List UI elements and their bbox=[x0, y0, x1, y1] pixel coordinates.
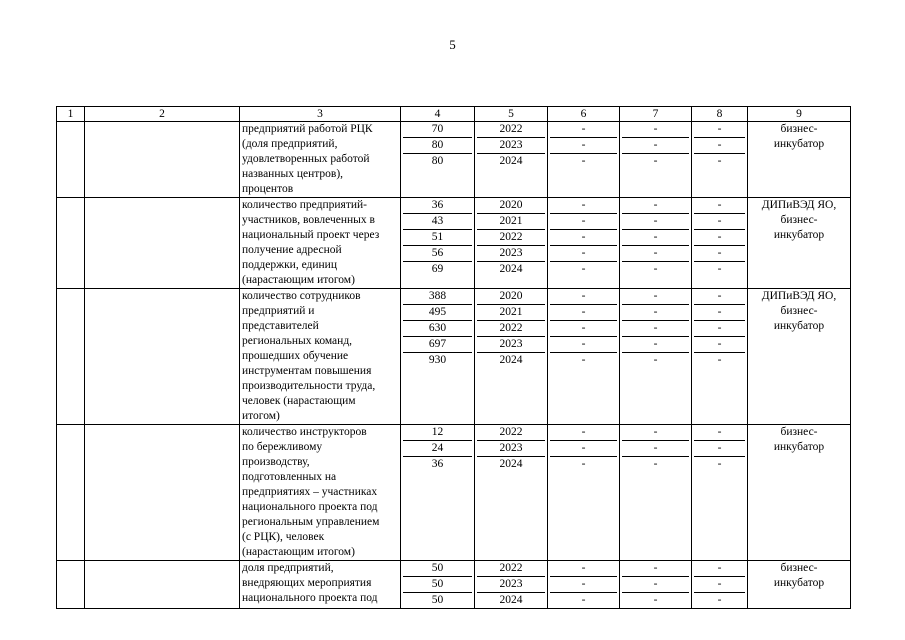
responsible-line: инкубатор bbox=[773, 138, 825, 150]
year-cell: 2024 bbox=[499, 263, 523, 275]
value-cell-group bbox=[401, 561, 475, 609]
dash-cell: - bbox=[581, 155, 586, 167]
dash-cell: - bbox=[694, 305, 745, 321]
dash-cell: - bbox=[622, 441, 689, 457]
dash-cell: - bbox=[550, 198, 617, 214]
indicator-line: национальный проект через bbox=[242, 229, 380, 241]
dash-cell: - bbox=[653, 594, 658, 606]
indicator-line: производству, bbox=[242, 456, 310, 468]
dash-cell: - bbox=[653, 263, 658, 275]
value-cell: 697 bbox=[403, 337, 472, 353]
indicator-cell bbox=[240, 122, 401, 198]
dash-cell: - bbox=[694, 230, 745, 246]
dash-cell: - bbox=[717, 263, 722, 275]
responsible-line: бизнес- bbox=[780, 214, 818, 226]
value-cell: 50 bbox=[403, 561, 472, 577]
table-row bbox=[57, 425, 851, 561]
dash-cell: - bbox=[550, 138, 617, 154]
indicator-line: подготовленных на bbox=[242, 471, 337, 483]
dash-cell-group bbox=[548, 122, 620, 198]
header-cell: 4 bbox=[401, 107, 475, 122]
dash-cell: - bbox=[622, 289, 689, 305]
year-cell: 2021 bbox=[477, 214, 545, 230]
dash-cell-group bbox=[692, 425, 748, 561]
empty-cell-col1 bbox=[57, 289, 85, 425]
dash-cell: - bbox=[581, 354, 586, 366]
year-cell: 2022 bbox=[477, 230, 545, 246]
value-cell-group bbox=[401, 289, 475, 425]
dash-cell: - bbox=[653, 155, 658, 167]
indicator-line: итогом) bbox=[242, 410, 280, 422]
empty-cell-col1 bbox=[57, 198, 85, 289]
dash-cell: - bbox=[694, 122, 745, 138]
dash-cell: - bbox=[622, 246, 689, 262]
value-cell: 630 bbox=[403, 321, 472, 337]
year-cell: 2022 bbox=[477, 561, 545, 577]
dash-cell: - bbox=[550, 214, 617, 230]
dash-cell: - bbox=[550, 577, 617, 593]
year-cell: 2023 bbox=[477, 441, 545, 457]
indicator-line: участников, вовлеченных в bbox=[242, 214, 375, 226]
indicator-line: доля предприятий, bbox=[242, 562, 334, 574]
indicator-line: внедряющих мероприятия bbox=[242, 577, 372, 589]
indicator-line: (нарастающим итогом) bbox=[242, 546, 355, 558]
responsible-line: ДИПиВЭД ЯО, bbox=[761, 199, 837, 211]
dash-cell: - bbox=[550, 441, 617, 457]
dash-cell-group bbox=[620, 289, 692, 425]
indicator-line: названных центров), bbox=[242, 168, 344, 180]
dash-cell: - bbox=[550, 289, 617, 305]
dash-cell: - bbox=[717, 155, 722, 167]
dash-cell: - bbox=[622, 198, 689, 214]
value-cell: 930 bbox=[428, 354, 447, 366]
value-cell-group bbox=[401, 425, 475, 561]
responsible-line: инкубатор bbox=[773, 320, 825, 332]
value-cell: 51 bbox=[403, 230, 472, 246]
table-row bbox=[57, 122, 851, 198]
empty-cell-col2 bbox=[85, 425, 240, 561]
year-cell: 2020 bbox=[477, 289, 545, 305]
year-cell: 2022 bbox=[477, 122, 545, 138]
table-row bbox=[57, 561, 851, 609]
dash-cell: - bbox=[694, 337, 745, 353]
dash-cell: - bbox=[694, 289, 745, 305]
value-cell: 69 bbox=[431, 263, 444, 275]
year-cell: 2024 bbox=[499, 594, 523, 606]
dash-cell-group bbox=[692, 198, 748, 289]
indicator-line: количество инструкторов bbox=[242, 426, 367, 438]
header-cell: 6 bbox=[548, 107, 620, 122]
dash-cell: - bbox=[653, 354, 658, 366]
indicator-line: региональных команд, bbox=[242, 335, 353, 347]
dash-cell: - bbox=[550, 561, 617, 577]
value-cell: 56 bbox=[403, 246, 472, 262]
year-cell: 2020 bbox=[477, 198, 545, 214]
dash-cell-group bbox=[548, 198, 620, 289]
dash-cell: - bbox=[622, 577, 689, 593]
indicator-line: (доля предприятий, bbox=[242, 138, 338, 150]
value-cell: 388 bbox=[403, 289, 472, 305]
responsible-line: ДИПиВЭД ЯО, bbox=[761, 290, 837, 302]
empty-cell-col1 bbox=[57, 561, 85, 609]
header-cell: 2 bbox=[85, 107, 240, 122]
indicator-line: (с РЦК), человек bbox=[242, 531, 325, 543]
dash-cell: - bbox=[717, 458, 722, 470]
empty-cell-col1 bbox=[57, 122, 85, 198]
dash-cell: - bbox=[550, 230, 617, 246]
responsible-line: бизнес- bbox=[780, 123, 818, 135]
dash-cell: - bbox=[694, 561, 745, 577]
indicator-line: по бережливому bbox=[242, 441, 323, 453]
dash-cell-group bbox=[620, 198, 692, 289]
year-cell: 2023 bbox=[477, 337, 545, 353]
year-cell-group bbox=[475, 561, 548, 609]
year-cell: 2022 bbox=[477, 425, 545, 441]
dash-cell-group bbox=[620, 122, 692, 198]
header-cell: 5 bbox=[475, 107, 548, 122]
responsible-cell bbox=[748, 425, 851, 561]
empty-cell-col2 bbox=[85, 561, 240, 609]
dash-cell-group bbox=[548, 289, 620, 425]
dash-cell: - bbox=[694, 321, 745, 337]
indicators-table bbox=[56, 106, 851, 609]
header-cell: 8 bbox=[692, 107, 748, 122]
year-cell: 2022 bbox=[477, 321, 545, 337]
dash-cell: - bbox=[622, 122, 689, 138]
value-cell: 50 bbox=[431, 594, 444, 606]
dash-cell: - bbox=[622, 138, 689, 154]
dash-cell: - bbox=[622, 561, 689, 577]
responsible-cell bbox=[748, 198, 851, 289]
header-cell: 1 bbox=[57, 107, 85, 122]
indicator-line: производительности труда, bbox=[242, 380, 376, 392]
dash-cell-group bbox=[620, 561, 692, 609]
indicator-line: процентов bbox=[242, 183, 294, 195]
responsible-line: инкубатор bbox=[773, 229, 825, 241]
year-cell-group bbox=[475, 425, 548, 561]
dash-cell: - bbox=[550, 321, 617, 337]
indicator-line: национального проекта под bbox=[242, 501, 378, 513]
empty-cell-col1 bbox=[57, 425, 85, 561]
dash-cell: - bbox=[694, 138, 745, 154]
dash-cell: - bbox=[550, 337, 617, 353]
table-row bbox=[57, 289, 851, 425]
year-cell: 2024 bbox=[499, 458, 523, 470]
dash-cell: - bbox=[694, 198, 745, 214]
indicator-line: инструментам повышения bbox=[242, 365, 372, 377]
indicator-line: региональным управлением bbox=[242, 516, 380, 528]
empty-cell-col2 bbox=[85, 122, 240, 198]
indicator-line: прошедших обучение bbox=[242, 350, 349, 362]
dash-cell: - bbox=[694, 214, 745, 230]
dash-cell: - bbox=[581, 263, 586, 275]
dash-cell: - bbox=[694, 577, 745, 593]
dash-cell: - bbox=[717, 594, 722, 606]
dash-cell-group bbox=[548, 561, 620, 609]
year-cell: 2024 bbox=[499, 354, 523, 366]
indicator-cell bbox=[240, 561, 401, 609]
dash-cell-group bbox=[692, 561, 748, 609]
value-cell: 36 bbox=[403, 198, 472, 214]
value-cell: 36 bbox=[431, 458, 444, 470]
value-cell-group bbox=[401, 122, 475, 198]
dash-cell: - bbox=[622, 230, 689, 246]
dash-cell: - bbox=[550, 425, 617, 441]
value-cell: 50 bbox=[403, 577, 472, 593]
responsible-cell bbox=[748, 289, 851, 425]
year-cell: 2023 bbox=[477, 577, 545, 593]
indicator-line: предприятий работой РЦК bbox=[242, 123, 373, 135]
year-cell: 2023 bbox=[477, 246, 545, 262]
empty-cell-col2 bbox=[85, 289, 240, 425]
year-cell-group bbox=[475, 289, 548, 425]
header-cell: 7 bbox=[620, 107, 692, 122]
dash-cell-group bbox=[692, 122, 748, 198]
indicator-line: человек (нарастающим bbox=[242, 395, 356, 407]
value-cell-group bbox=[401, 198, 475, 289]
dash-cell: - bbox=[622, 214, 689, 230]
page-number: 5 bbox=[449, 37, 456, 52]
year-cell: 2023 bbox=[477, 138, 545, 154]
year-cell-group bbox=[475, 122, 548, 198]
header-cell: 3 bbox=[240, 107, 401, 122]
indicator-line: количество сотрудников bbox=[242, 290, 361, 302]
indicator-line: получение адресной bbox=[242, 244, 342, 256]
dash-cell: - bbox=[622, 305, 689, 321]
dash-cell: - bbox=[550, 122, 617, 138]
dash-cell: - bbox=[622, 425, 689, 441]
responsible-cell bbox=[748, 561, 851, 609]
indicator-line: предприятиях – участниках bbox=[242, 486, 378, 498]
year-cell: 2021 bbox=[477, 305, 545, 321]
dash-cell-group bbox=[620, 425, 692, 561]
header-cell: 9 bbox=[748, 107, 851, 122]
indicator-line: представителей bbox=[242, 320, 319, 332]
dash-cell: - bbox=[622, 337, 689, 353]
indicator-cell bbox=[240, 198, 401, 289]
indicator-line: национального проекта под bbox=[242, 592, 378, 604]
value-cell: 12 bbox=[403, 425, 472, 441]
value-cell: 24 bbox=[403, 441, 472, 457]
responsible-line: инкубатор bbox=[773, 577, 825, 589]
indicator-line: предприятий и bbox=[242, 305, 315, 317]
responsible-line: бизнес- bbox=[780, 426, 818, 438]
year-cell-group bbox=[475, 198, 548, 289]
dash-cell: - bbox=[550, 305, 617, 321]
table-row bbox=[57, 198, 851, 289]
dash-cell: - bbox=[694, 441, 745, 457]
dash-cell: - bbox=[653, 458, 658, 470]
indicator-line: поддержки, единиц bbox=[242, 259, 337, 271]
indicator-cell bbox=[240, 425, 401, 561]
header-row bbox=[57, 107, 851, 122]
value-cell: 495 bbox=[403, 305, 472, 321]
value-cell: 80 bbox=[431, 155, 444, 167]
dash-cell: - bbox=[694, 425, 745, 441]
responsible-line: бизнес- bbox=[780, 305, 818, 317]
value-cell: 43 bbox=[403, 214, 472, 230]
value-cell: 80 bbox=[403, 138, 472, 154]
empty-cell-col2 bbox=[85, 198, 240, 289]
dash-cell-group bbox=[548, 425, 620, 561]
dash-cell: - bbox=[622, 321, 689, 337]
year-cell: 2024 bbox=[499, 155, 523, 167]
dash-cell-group bbox=[692, 289, 748, 425]
responsible-cell bbox=[748, 122, 851, 198]
dash-cell: - bbox=[581, 594, 586, 606]
responsible-line: бизнес- bbox=[780, 562, 818, 574]
indicator-cell bbox=[240, 289, 401, 425]
indicator-line: количество предприятий- bbox=[242, 199, 367, 211]
dash-cell: - bbox=[550, 246, 617, 262]
indicator-line: удовлетворенных работой bbox=[242, 153, 370, 165]
value-cell: 70 bbox=[403, 122, 472, 138]
indicator-line: (нарастающим итогом) bbox=[242, 274, 355, 286]
dash-cell: - bbox=[581, 458, 586, 470]
dash-cell: - bbox=[694, 246, 745, 262]
responsible-line: инкубатор bbox=[773, 441, 825, 453]
dash-cell: - bbox=[717, 354, 722, 366]
